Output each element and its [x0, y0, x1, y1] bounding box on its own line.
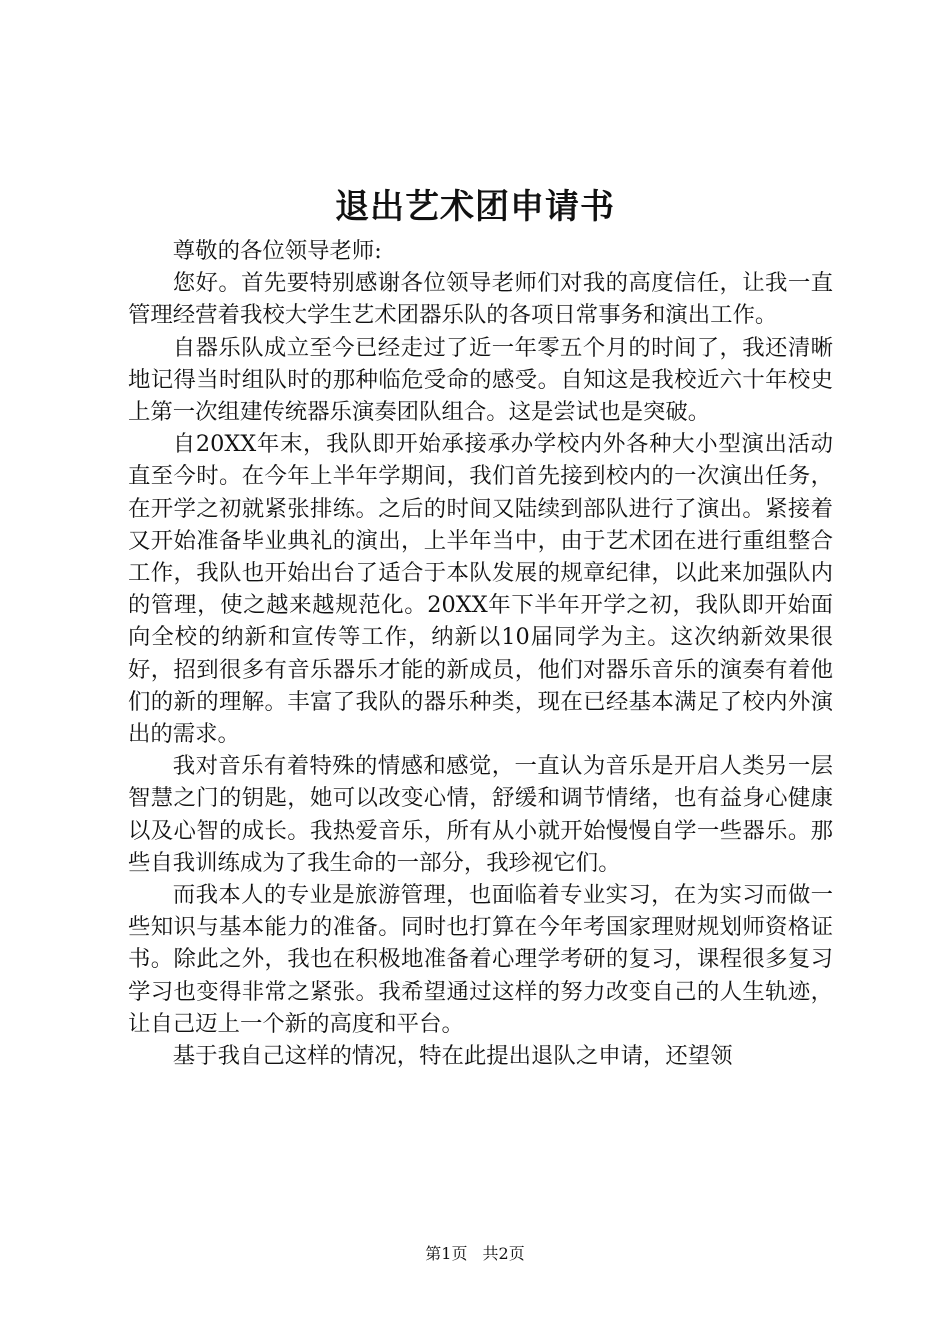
paragraph: 基于我自己这样的情况，特在此提出退队之申请，还望领 [172, 1043, 733, 1070]
document-title: 退出艺术团申请书 [335, 187, 615, 227]
paragraph: 而我本人的专业是旅游管理，也面临着专业实习，在为实习而做一些知识与基本能力的准备。同时也打算在今年考国家理财规划师资格证书。除此之外，我也在积极地准备着心理学考研的复习，课程很多复习学习也变得非常之紧张。我希望通过这样的努力改变自己的人生轨迹，让自己迈上一个新的高度和平台。 [128, 882, 833, 1037]
document-body [128, 235, 833, 1072]
paragraph: 我对音乐有着特殊的情感和感觉，一直认为音乐是开启人类另一层智慧之门的钥匙，她可以改变心情，舒缓和调节情绪，也有益身心健康以及心智的成长。我热爱音乐，所有从小就开始慢慢自学一些器乐。那些自我训练成为了我生命的一部分，我珍视它们。 [128, 753, 833, 876]
paragraph: 自器乐队成立至今已经走过了近一年零五个月的时间了，我还清晰地记得当时组队时的那种临危受命的感受。自知这是我校近六十年校史上第一次组建传统器乐演奏团队组合。这是尝试也是突破。 [128, 334, 833, 426]
salutation: 尊敬的各位领导老师: [172, 238, 382, 264]
paragraph: 您好。首先要特别感谢各位领导老师们对我的高度信任，让我一直管理经营着我校大学生艺术团器乐队的各项日常事务和演出工作。 [128, 270, 833, 329]
paragraph: 自20XX年末，我队即开始承接承办学校内外各种大小型演出活动直至今时。在今年上半年学期间，我们首先接到校内的一次演出任务，在开学之初就紧张排练。之后的时间又陆续到部队进行了演出。紧接着又开始准备毕业典礼的演出，上半年当中，由于艺术团在进行重组整合工作，我队也开始出台了适合于本队发展的规章纪律，以此来加强队内的管理，使之越来越规范化。20XX年下半年开学之初，我队即开始面向全校的纳新和宣传等工作，纳新以10届同学为主。这次纳新效果很好，招到很多有音乐器乐才能的新成员，他们对器乐音乐的演奏有着他们的新的理解。丰富了我队的器乐种类，现在已经基本满足了校内外演出的需求。 [128, 431, 833, 748]
page-number-current: 第1页 [425, 1244, 468, 1263]
page-footer [0, 1242, 950, 1266]
page-number-total: 共2页 [482, 1244, 525, 1263]
